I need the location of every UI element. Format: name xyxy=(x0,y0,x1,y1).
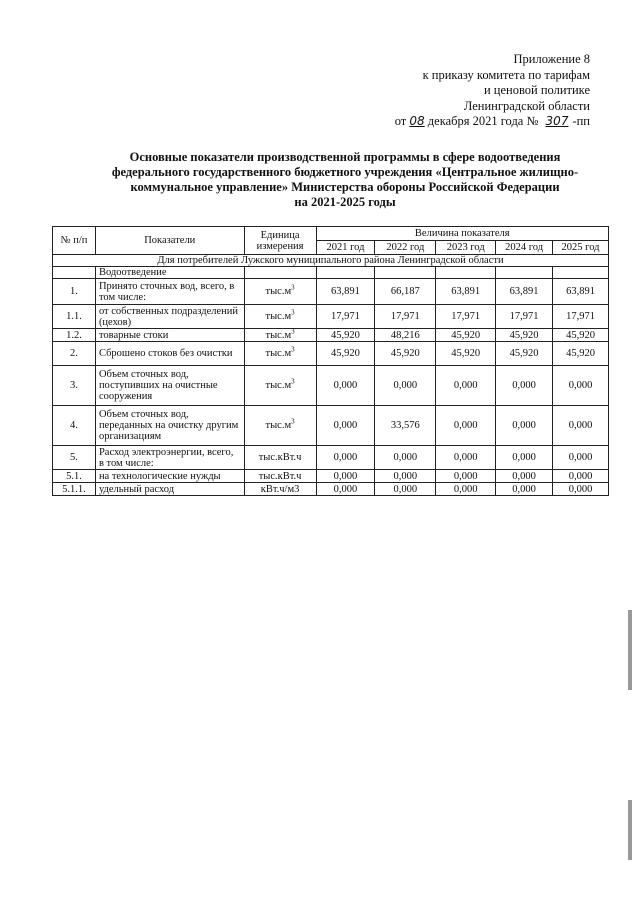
appendix-order-ref-2: и ценовой политике xyxy=(483,83,590,97)
consumer-group-row: Для потребителей Лужского муниципального района Ленинградской области xyxy=(53,255,609,267)
title-line-4: на 2021-2025 годы xyxy=(294,195,396,209)
date-rest: декабря 2021 года № xyxy=(427,114,539,128)
table-row: 5. Расход электроэнергии, всего, в том числе: тыс.кВт.ч 0,000 0,000 0,000 0,000 0,000 xyxy=(53,446,609,470)
table-row: 2. Сброшено стоков без очистки $тыс.м^3$ 45,920 45,920 45,920 45,920 45,920 xyxy=(53,342,609,366)
table-row: 3. Объем сточных вод, поступивших на очистные сооружения $тыс.м^3$ 0,000 0,000 0,000 0,000 0,000 xyxy=(53,366,609,406)
header-year: 2024 год xyxy=(496,241,553,255)
header-year: 2021 год xyxy=(316,241,375,255)
date-day-handwritten: 08 xyxy=(409,114,425,128)
title-line-3: коммунальное управление» Министерства обороны Российской Федерации xyxy=(130,180,560,194)
appendix-date-line xyxy=(330,114,590,130)
header-indicator: Показатели xyxy=(95,227,244,255)
scan-edge-mark xyxy=(628,610,632,690)
header-year: 2023 год xyxy=(436,241,496,255)
table-row: 5.1. на технологические нужды тыс.кВт.ч 0,000 0,000 0,000 0,000 0,000 xyxy=(53,470,609,483)
section-num-cell xyxy=(53,267,96,279)
title-line-1: Основные показатели производственной программы в сфере водоотведения xyxy=(129,150,561,164)
order-number-handwritten: 307 xyxy=(545,114,569,128)
table-row: 4. Объем сточных вод, переданных на очистку другим организациям $тыс.м^3$ 0,000 33,576 0,000 0,000 0,000 xyxy=(53,406,609,446)
header-num: № п/п xyxy=(53,227,96,255)
header-year: 2022 год xyxy=(375,241,436,255)
header-unit: Единица измерения xyxy=(244,227,316,255)
title-line-2: федерального государственного бюджетного учреждения «Центральное жилищно- xyxy=(111,165,579,179)
document-title xyxy=(95,150,595,210)
appendix-block xyxy=(330,52,590,130)
table-row: 1.2. товарные стоки $тыс.м^3$ 45,920 48,216 45,920 45,920 45,920 xyxy=(53,329,609,342)
appendix-region: Ленинградской области xyxy=(463,98,590,113)
scan-edge-mark xyxy=(628,800,632,860)
table-row: 5.1.1. удельный расход кВт.ч/м3 0,000 0,000 0,000 0,000 0,000 xyxy=(53,483,609,496)
section-title: Водоотведение xyxy=(95,267,244,279)
header-year: 2025 год xyxy=(553,241,609,255)
table-row: 1. Принято сточных вод, всего, в том числе: $тыс.м^3$ 63,891 66,187 63,891 63,891 63,891 xyxy=(53,279,609,305)
order-suffix: -пп xyxy=(572,114,590,128)
table-row: 1.1. от собственных подразделений (цехов) $тыс.м^3$ 17,971 17,971 17,971 17,971 17,971 xyxy=(53,305,609,329)
indicators-table xyxy=(52,226,609,496)
appendix-title: Приложение 8 xyxy=(513,52,590,66)
appendix-order-ref: к приказу комитета по тарифам xyxy=(422,67,590,82)
header-value: Величина показателя xyxy=(316,227,608,241)
date-prefix: от xyxy=(394,114,407,128)
